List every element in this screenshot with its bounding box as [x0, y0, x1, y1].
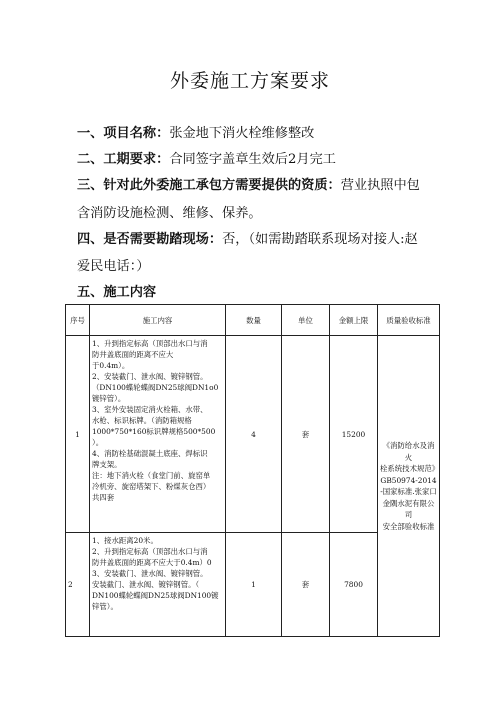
- content-line: 1、升到指定标高（顶部出水口与消: [92, 339, 208, 348]
- item-label: 五、施工内容: [77, 285, 157, 300]
- table-header-row: [66, 305, 440, 336]
- table-row: [66, 336, 440, 533]
- standard-line: 栓系统技术规范》: [380, 464, 440, 473]
- content-line: 2、安装截门、泄水阀、镀锌钢管。: [92, 372, 208, 381]
- item-value: 否，（如需勘踏联系现场对接人:赵: [222, 232, 418, 247]
- content-line: 注：地下消火栓（食堂门前、旋窑单: [92, 471, 211, 480]
- content-line: 2、升到指定标高（顶部出水口与消: [92, 547, 208, 556]
- construction-table: [65, 304, 440, 637]
- item-value: 合同签字盖章生效后2月完工: [169, 152, 336, 167]
- content-line: 1、接水距离20米。: [92, 536, 158, 545]
- row-no: 2: [66, 533, 90, 637]
- item-label: 四、是否需要勘踏现场：: [77, 232, 223, 247]
- content-line: 锌管）。: [92, 602, 118, 611]
- content-line: 防井盖底面的距离不应大于0.4m）0: [92, 558, 212, 567]
- standard-line: 《消防给水及消火: [382, 441, 435, 462]
- content-line: 共四套: [92, 493, 115, 502]
- row-content: [90, 533, 226, 637]
- item-label: 一、项目名称：: [77, 126, 170, 141]
- item-project-name: [77, 125, 314, 142]
- standard-line: -国家标准.张家口: [380, 487, 437, 496]
- col-header-unit: 单位: [282, 305, 330, 336]
- item-value: 营业执照中包: [340, 178, 420, 193]
- col-header-no: 序号: [66, 305, 90, 336]
- row-qty: 4: [226, 336, 282, 533]
- col-header-content: 施工内容: [90, 305, 226, 336]
- row-qty: 1: [226, 533, 282, 637]
- standard-line: 安全部验收标准: [382, 521, 435, 531]
- row-amount: 7800: [330, 533, 378, 637]
- item-label: 二、工期要求：: [77, 152, 170, 167]
- item-qualification-cont: 含消防设施检测、维修、保养。: [77, 206, 262, 221]
- row-unit: 套: [282, 533, 330, 637]
- content-line: 1000*750*160标识牌规格500*500: [92, 427, 216, 436]
- content-line: 3、安装截门、泄水阀、镀锌钢管。: [92, 569, 208, 578]
- standard-line: 金隅水泥有限公司: [382, 498, 435, 519]
- item-site-visit: [77, 231, 418, 248]
- item-construction-content: [77, 284, 156, 301]
- row-unit: 套: [282, 336, 330, 533]
- row-content: [90, 336, 226, 533]
- page-title: 外委施工方案要求: [169, 70, 330, 92]
- item-schedule: [77, 151, 336, 168]
- content-line: 4、消防栓基础混凝土底座、焊标识: [92, 449, 208, 458]
- content-line: 于0.4m）。: [92, 361, 130, 370]
- content-line: 水枪、标识标牌。（消防箱规格: [92, 416, 192, 425]
- item-site-visit-cont: 爱民电话：）: [77, 259, 150, 274]
- col-header-qty: 数量: [226, 305, 282, 336]
- col-header-amount: 金额上限: [330, 305, 378, 336]
- content-line: 安装截门、泄水阀、镀锌钢管。（: [92, 580, 200, 589]
- content-line: DN100蝶轮蝶阀DN25球阀DN100镀: [92, 591, 219, 600]
- item-qualification: [77, 177, 420, 194]
- content-line: （DN100蝶轮蝶阀DN25球阀DN1o0: [92, 383, 219, 392]
- item-label: 三、针对此外委施工承包方需要提供的资质：: [77, 178, 341, 193]
- content-line: 镀锌管）。: [92, 394, 126, 403]
- row-no: 1: [66, 336, 90, 533]
- content-line: 冷机旁、旋窑塔架下、粉煤灰仓西）: [92, 482, 211, 491]
- content-line: 牌支架。: [92, 460, 122, 469]
- item-value: 张金地下消火栓维修整改: [169, 126, 315, 141]
- col-header-standard: 质量验收标准: [378, 305, 440, 336]
- quality-standard: [378, 336, 440, 637]
- content-line: ）。: [92, 438, 104, 447]
- standard-line: GB50974-2014: [380, 475, 437, 485]
- row-amount: 15200: [330, 336, 378, 533]
- content-line: 3、室外安装固定消火栓箱、水带、: [92, 405, 208, 414]
- content-line: 防井盖底面的距离不应大: [92, 350, 174, 359]
